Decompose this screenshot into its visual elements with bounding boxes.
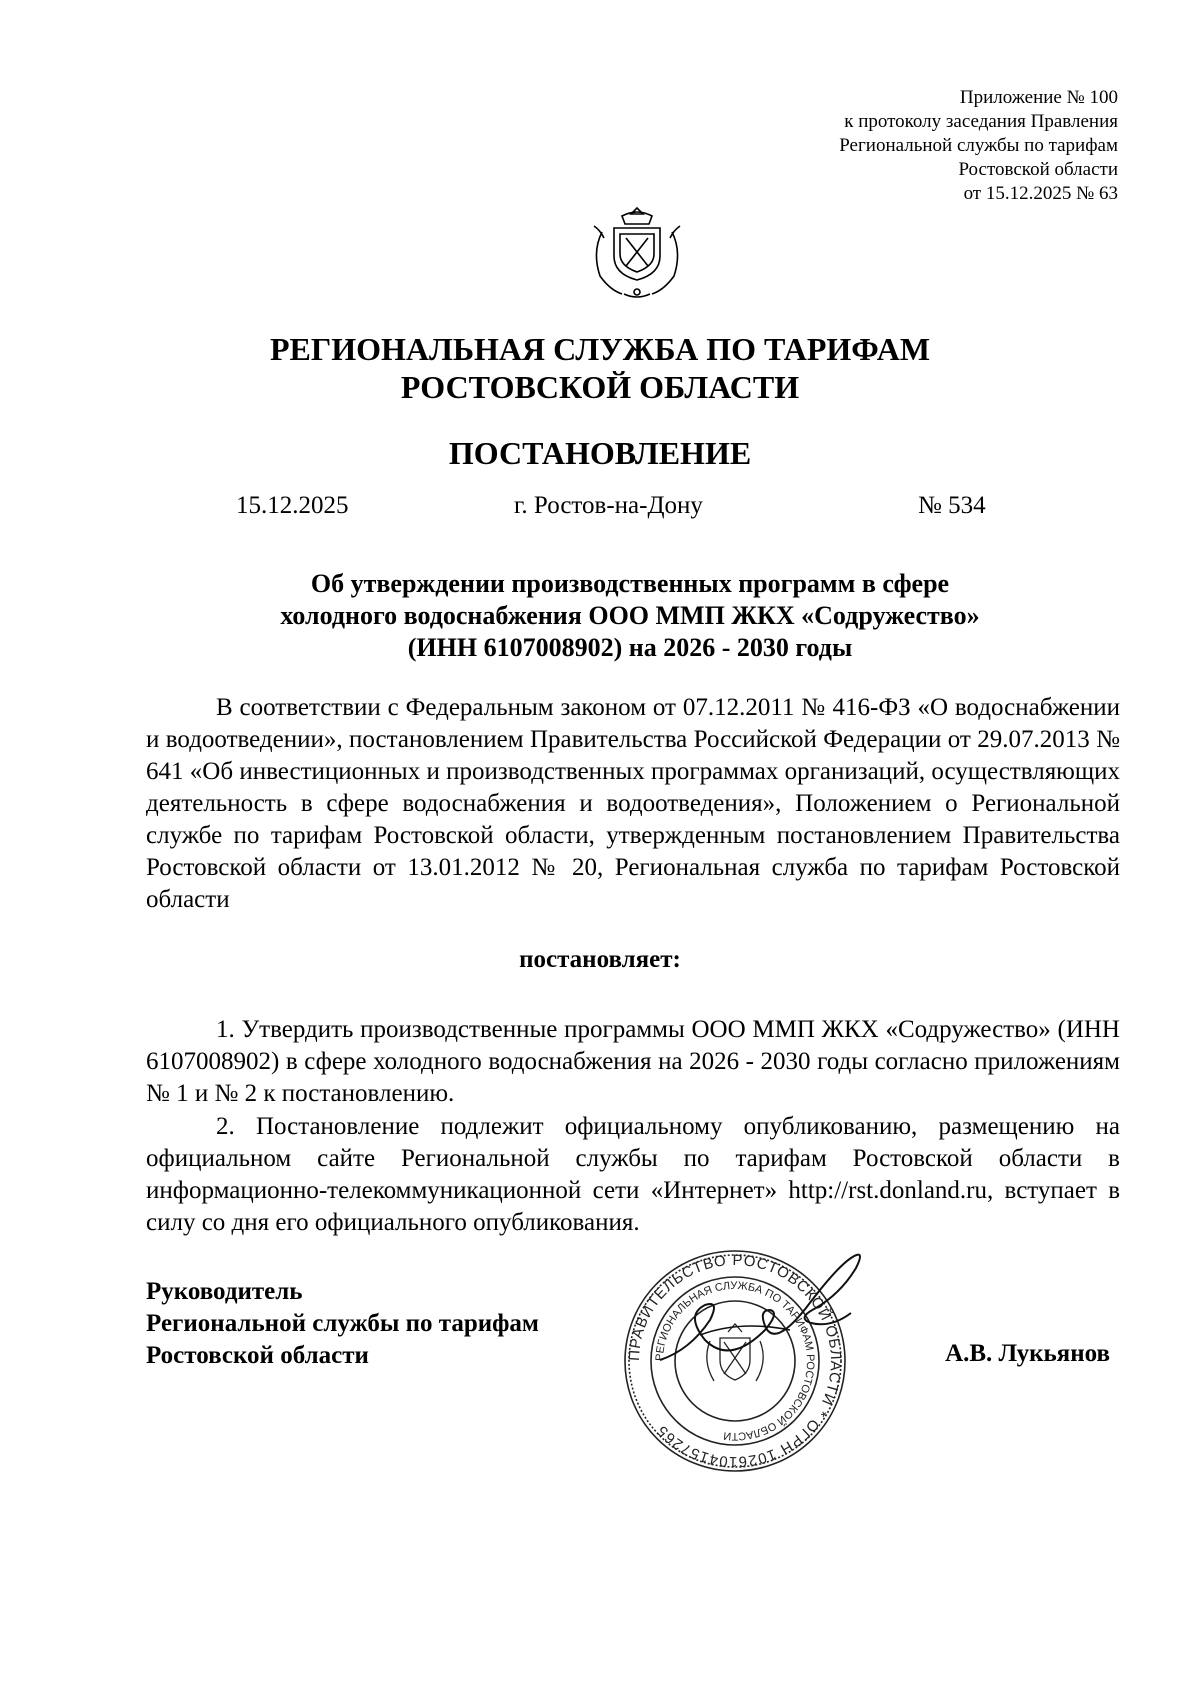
organization-name: [0, 330, 1200, 406]
document-title: [150, 568, 1110, 664]
document-number: № 534: [918, 492, 986, 519]
signatory-name: А.В. Лукьянов: [945, 1340, 1110, 1367]
seal-inner-text: РЕГИОНАЛЬНАЯ СЛУЖБА ПО ТАРИФАМ РОСТОВСКОЙ ОБЛАСТИ: [653, 1279, 817, 1443]
annex-line: Приложение № 100: [959, 87, 1118, 108]
document-city: г. Ростов-на-Дону: [514, 492, 703, 519]
signatory-title-line: Ростовской области: [146, 1342, 369, 1369]
annex-line: Региональной службы по тарифам: [839, 135, 1118, 156]
annex-block: [758, 86, 1118, 206]
signatory-title-line: Руководитель: [146, 1278, 303, 1305]
item-1-paragraph: 1. Утвердить производственные программы ООО ММП ЖКХ «Содружество» (ИНН 6107008902) в сфере холодного водоснабжения на 2026 - 2030 годы согласно приложениям № 1 и № 2 к постановлению.: [146, 1016, 1120, 1107]
coat-of-arms-icon: [572, 202, 702, 302]
annex-line: от 15.12.2025 № 63: [963, 183, 1118, 204]
preamble-paragraph: В соответствии с Федеральным законом от 07.12.2011 № 416-ФЗ «О водоснабжении и водоотведении», постановлением Правительства Российской Федерации от 29.07.2013 № 641 «Об инвестиционных и производственных программах организаций, осуществляющих деятельность в сфере водоснабжения и водоотведения», Положением о Региональной службе по тарифам Ростовской области, утвержденным постановлением Правительства Ростовской области от 13.01.2012 № 20, Региональная служба по тарифам Ростовской области: [146, 694, 1120, 913]
document-date: 15.12.2025: [236, 492, 349, 519]
title-line: (ИНН 6107008902) на 2026 - 2030 годы: [407, 633, 853, 662]
document-type: ПОСТАНОВЛЕНИЕ: [448, 435, 752, 471]
seal-outer-text: ПРАВИТЕЛЬСТВО РОСТОВСКОЙ ОБЛАСТИ * ОГРН 1026104157265: [625, 1251, 845, 1471]
org-line: РОСТОВСКОЙ ОБЛАСТИ: [400, 369, 800, 405]
title-line: холодного водоснабжения ООО ММП ЖКХ «Содружество»: [280, 601, 980, 630]
handwritten-signature-icon: [640, 1240, 900, 1420]
annex-line: Ростовской области: [958, 159, 1118, 180]
decree-word: постановляет:: [519, 946, 681, 973]
title-line: Об утверждении производственных программ в сфере: [310, 569, 950, 598]
annex-line: к протоколу заседания Правления: [844, 111, 1118, 132]
signatory-title-line: Региональной службы по тарифам: [146, 1310, 539, 1337]
signatory-title: [146, 1276, 539, 1372]
org-line: РЕГИОНАЛЬНАЯ СЛУЖБА ПО ТАРИФАМ: [269, 331, 931, 367]
item-2-paragraph: 2. Постановление подлежит официальному опубликованию, размещению на официальном сайте Региональной службы по тарифам Ростовской области в информационно-телекоммуникационной сети «Интернет» http://rst.donland.ru, вступает в силу со дня его официального опубликования.: [146, 1113, 1120, 1236]
